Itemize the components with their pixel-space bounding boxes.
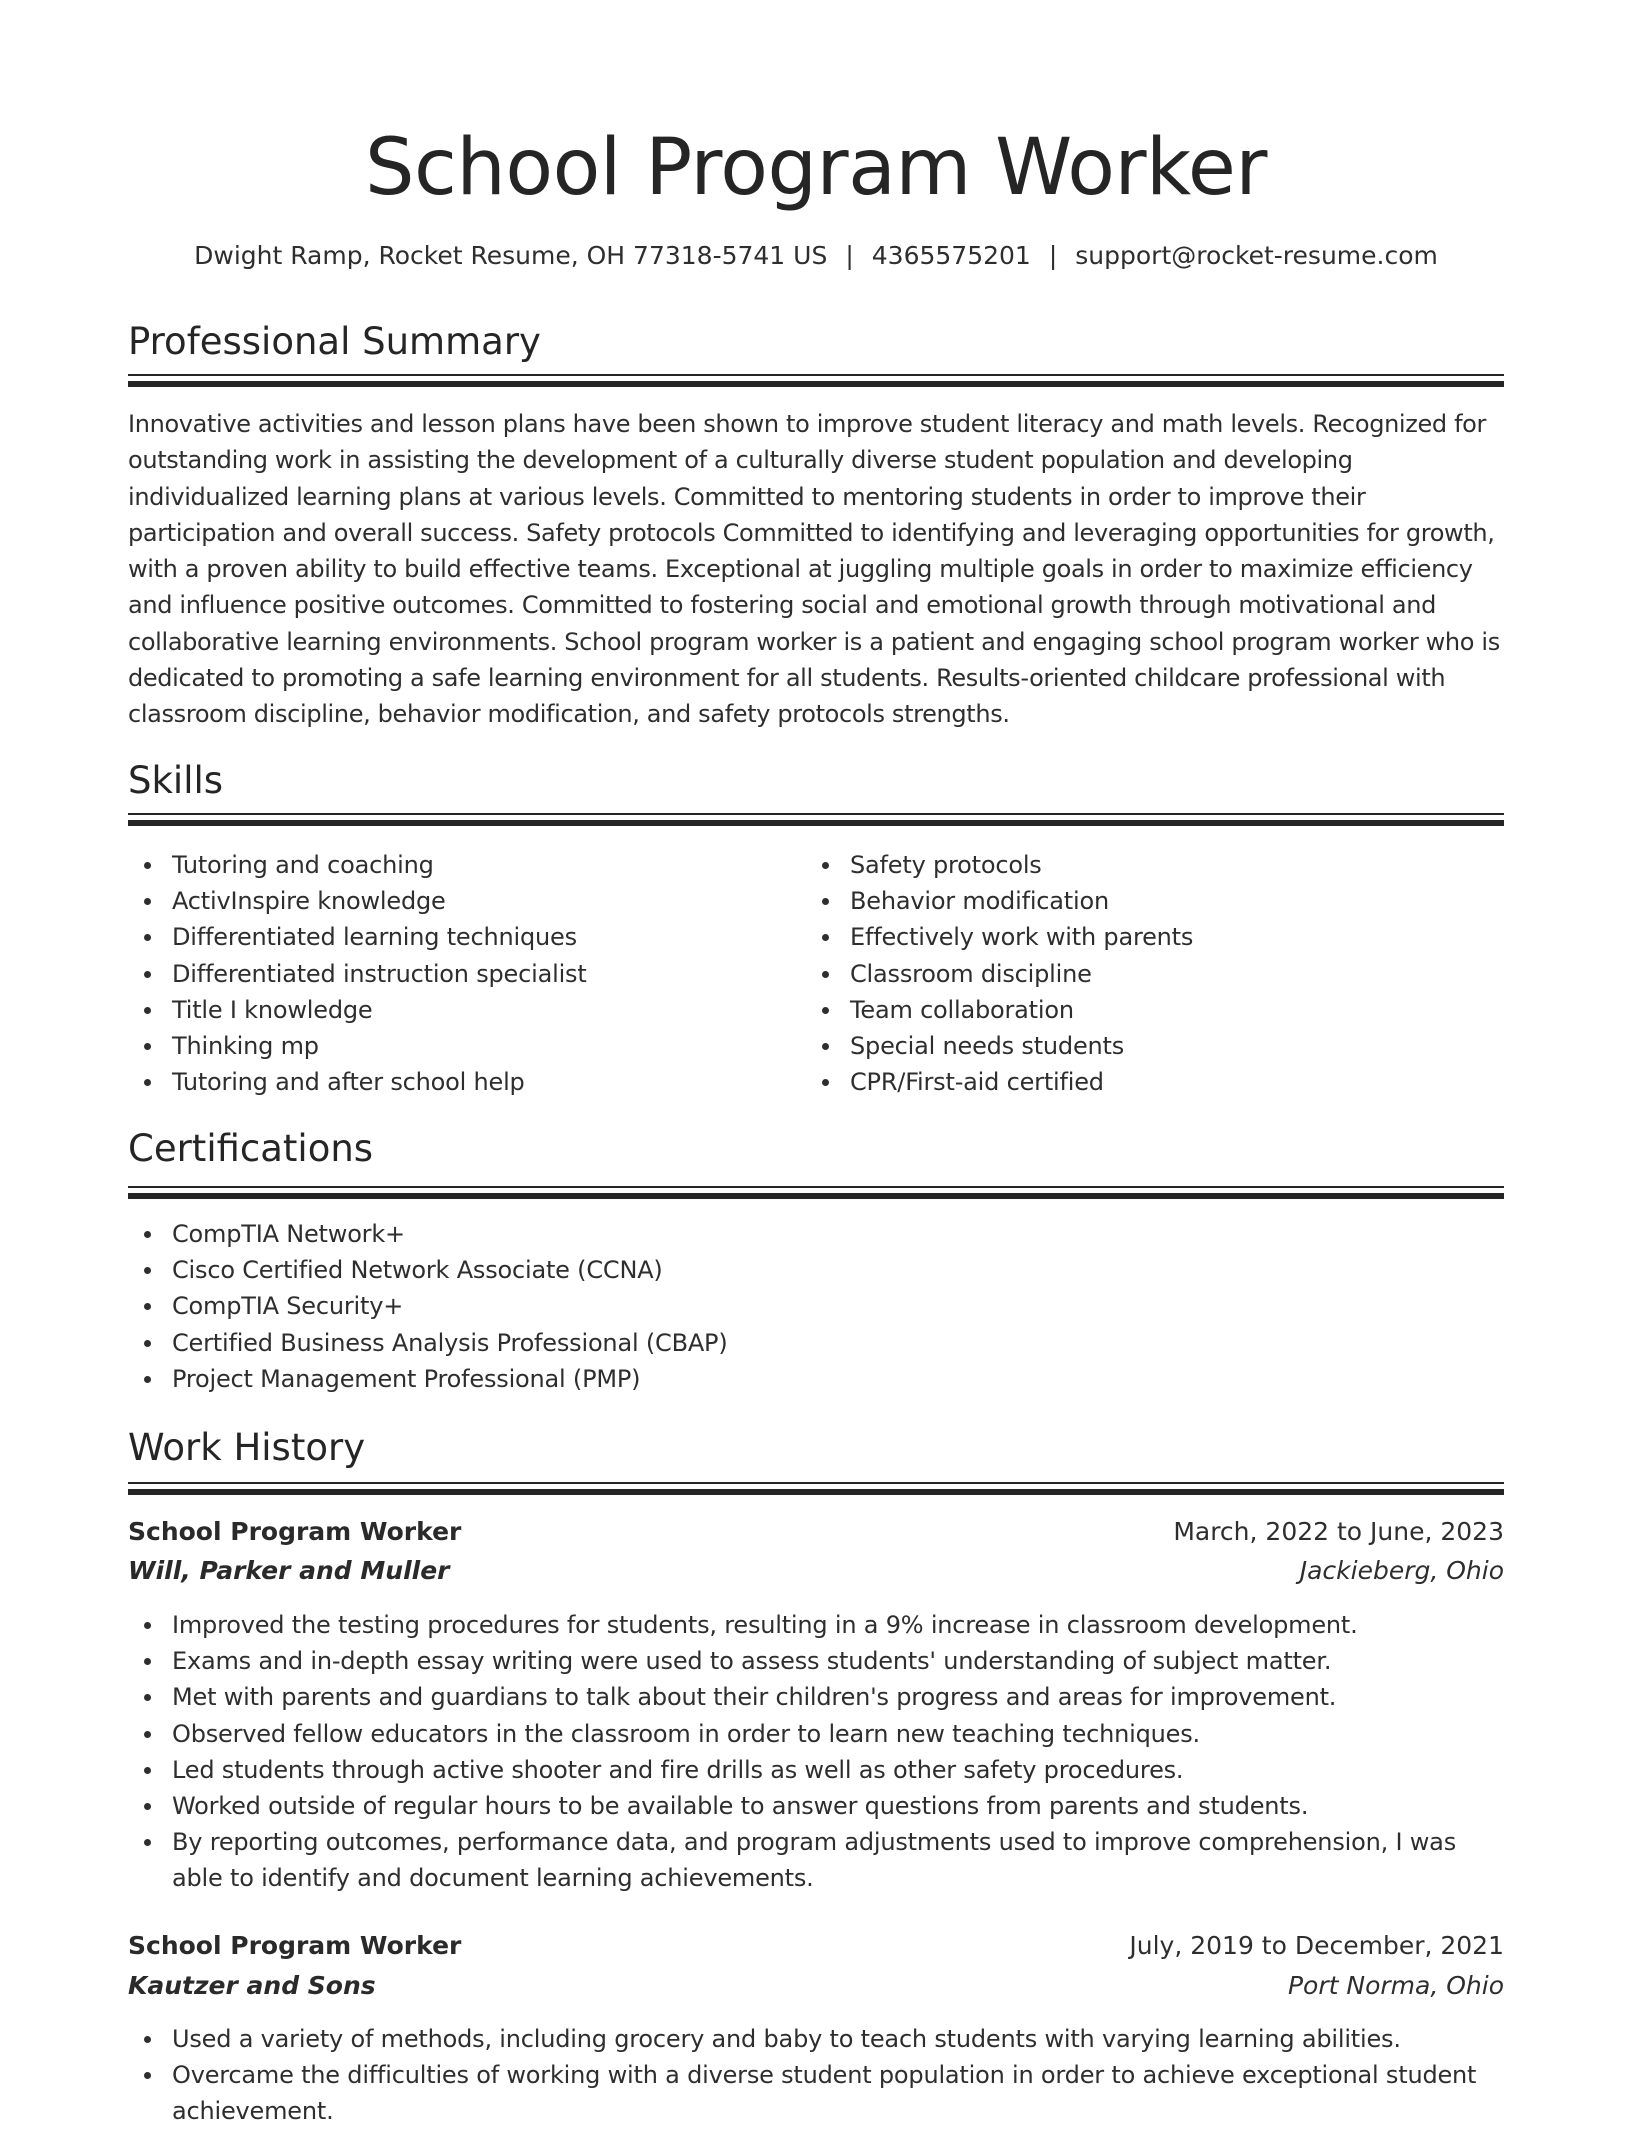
skill-item: Effectively work with parents <box>850 919 1500 955</box>
section-divider <box>128 374 1504 387</box>
section-heading-summary: Professional Summary <box>128 320 541 363</box>
job-location: Jackieberg, Ohio <box>1299 1556 1504 1585</box>
job-bullet: Led students through active shooter and fire drills as well as other safety procedures. <box>172 1752 1504 1788</box>
section-divider <box>128 813 1504 826</box>
skill-item: CPR/First-aid certified <box>850 1064 1500 1100</box>
job-bullets <box>128 1607 1504 1897</box>
contact-line <box>128 238 1504 274</box>
certification-item: Certified Business Analysis Professional (CBAP) <box>172 1325 1502 1361</box>
job-title: School Program Worker <box>128 1517 462 1546</box>
skill-item: Classroom discipline <box>850 956 1500 992</box>
job-bullet: Overcame the difficulties of working with a diverse student population in order to achieve exceptional student achievement. <box>172 2057 1504 2129</box>
contact-phone: 4365575201 <box>871 241 1031 270</box>
skill-item: Safety protocols <box>850 847 1500 883</box>
job-bullets <box>128 2021 1504 2130</box>
skill-item: Title I knowledge <box>172 992 802 1028</box>
contact-separator: | <box>845 241 854 270</box>
page-title: School Program Worker <box>365 123 1267 213</box>
skill-item: Differentiated instruction specialist <box>172 956 802 992</box>
certifications-list <box>128 1216 1502 1397</box>
job-dates: March, 2022 to June, 2023 <box>1173 1517 1504 1546</box>
skill-item: ActivInspire knowledge <box>172 883 802 919</box>
job-bullet: Met with parents and guardians to talk about their children's progress and areas for improvement. <box>172 1679 1504 1715</box>
job-bullet: Used a variety of methods, including grocery and baby to teach students with varying learning abilities. <box>172 2021 1504 2057</box>
skill-item: Tutoring and after school help <box>172 1064 802 1100</box>
skill-item: Special needs students <box>850 1028 1500 1064</box>
section-divider <box>128 1482 1504 1495</box>
job-dates: July, 2019 to December, 2021 <box>1129 1931 1504 1960</box>
contact-separator: | <box>1048 241 1058 270</box>
job-location: Port Norma, Ohio <box>1287 1971 1504 2000</box>
skill-item: Thinking mp <box>172 1028 802 1064</box>
summary-text: Innovative activities and lesson plans have been shown to improve student literacy and math levels. Recognized for outstanding work in assisting the development of a culturally diverse student population and developing individualized learning plans at various levels. Committed to mentoring students in order to improve their participation and overall success. Safety protocols Committed to identifying and leveraging opportunities for growth, with a proven ability to build effective teams. Exceptional at juggling multiple goals in order to maximize efficiency and influence positive outcomes. Committed to fostering social and emotional growth through motivational and collaborative learning environments. School program worker is a patient and engaging school program worker who is dedicated to promoting a safe learning environment for all students. Results-oriented childcare professional with classroom discipline, behavior modification, and safety protocols strengths. <box>128 410 1500 729</box>
section-divider <box>128 1186 1504 1199</box>
job-bullet: By reporting outcomes, performance data, and program adjustments used to improve comprehension, I was able to identify and document learning achievements. <box>172 1824 1504 1896</box>
job-bullet: Exams and in-depth essay writing were used to assess students' understanding of subject matter. <box>172 1643 1504 1679</box>
skill-item: Differentiated learning techniques <box>172 919 802 955</box>
job-company: Kautzer and Sons <box>128 1971 376 2000</box>
skills-list-right <box>806 847 1500 1100</box>
job-title: School Program Worker <box>128 1931 462 1960</box>
job-bullet: Improved the testing procedures for students, resulting in a 9% increase in classroom development. <box>172 1607 1504 1643</box>
section-heading-certifications: Certifications <box>128 1127 374 1170</box>
section-heading-skills: Skills <box>128 759 224 802</box>
job-bullet: Worked outside of regular hours to be available to answer questions from parents and students. <box>172 1788 1504 1824</box>
contact-address: Dwight Ramp, Rocket Resume, OH 77318-5741 US <box>194 241 828 270</box>
skill-item: Team collaboration <box>850 992 1500 1028</box>
certification-item: CompTIA Network+ <box>172 1216 1502 1252</box>
section-heading-work-history: Work History <box>128 1426 366 1469</box>
job-bullet: Observed fellow educators in the classroom in order to learn new teaching techniques. <box>172 1716 1504 1752</box>
skills-list-left <box>128 847 802 1100</box>
certification-item: CompTIA Security+ <box>172 1288 1502 1324</box>
skill-item: Behavior modification <box>850 883 1500 919</box>
skill-item: Tutoring and coaching <box>172 847 802 883</box>
contact-email: support@rocket-resume.com <box>1075 241 1438 270</box>
certification-item: Project Management Professional (PMP) <box>172 1361 1502 1397</box>
certification-item: Cisco Certified Network Associate (CCNA) <box>172 1252 1502 1288</box>
job-company: Will, Parker and Muller <box>128 1556 450 1585</box>
